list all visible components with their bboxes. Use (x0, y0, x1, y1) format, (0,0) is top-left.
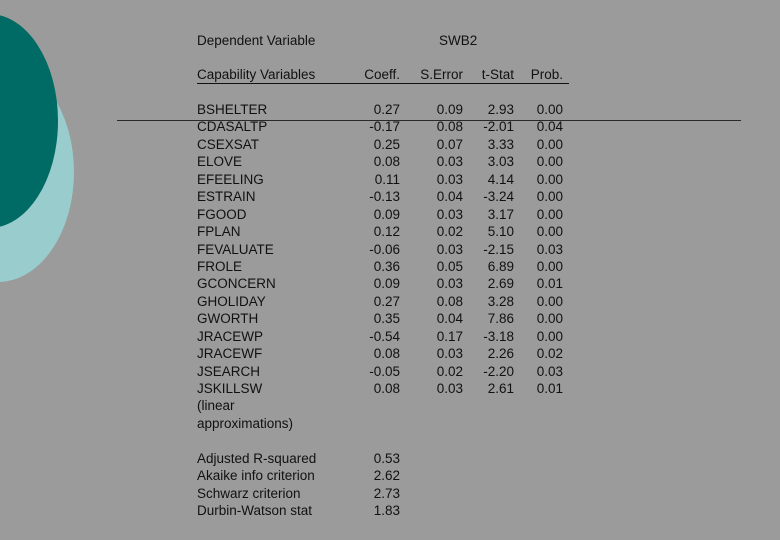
variable-name: ESTRAIN (197, 189, 256, 205)
prob-value: 0.02 (536, 346, 563, 362)
stat-row (0, 467, 780, 484)
stat-name: Durbin-Watson stat (197, 503, 313, 519)
table-row (0, 310, 780, 327)
prob-value: 0.00 (536, 258, 563, 274)
t-stat-value: 2.69 (487, 276, 514, 292)
variable-name: FGOOD (197, 206, 247, 222)
table-row (0, 275, 780, 292)
t-stat-value: -2.20 (483, 363, 514, 379)
t-stat-value: -2.15 (483, 241, 514, 257)
t-stat-value: 5.10 (487, 224, 514, 240)
t-stat-value: 6.89 (487, 258, 514, 274)
t-stat-value: 2.93 (487, 102, 514, 117)
table-row (0, 101, 780, 118)
stat-name: Akaike info criterion (197, 468, 315, 484)
coeff-value: 0.35 (373, 311, 400, 327)
table-row (0, 258, 780, 275)
t-stat-value: 3.03 (487, 154, 514, 170)
t-stat-value: 2.26 (487, 346, 514, 362)
std-error-value: 0.02 (436, 363, 463, 379)
coeff-value: 0.25 (373, 136, 400, 152)
variable-name: GWORTH (197, 311, 259, 327)
std-error-value: 0.05 (436, 258, 463, 274)
prob-value: 0.00 (536, 136, 563, 152)
prob-value: 0.01 (536, 381, 563, 396)
variable-name: (linear (197, 398, 235, 414)
stat-value: 0.53 (373, 451, 400, 466)
prob-value: 0.00 (536, 328, 563, 344)
variable-name: FPLAN (197, 224, 241, 240)
t-stat-value: 7.86 (487, 311, 514, 327)
t-stat-value: -3.18 (483, 328, 514, 344)
prob-value: 0.00 (536, 102, 563, 117)
prob-value: 0.00 (536, 154, 563, 170)
coeff-value: 0.27 (373, 102, 400, 117)
variable-name: JRACEWF (197, 346, 263, 362)
fit-statistics (0, 450, 780, 520)
std-error-value: 0.03 (436, 154, 463, 170)
t-stat-value: -3.24 (483, 189, 514, 205)
t-stat-value: 4.14 (487, 171, 514, 187)
variable-name: JRACEWP (197, 328, 264, 344)
table-row (0, 206, 780, 223)
variable-name: BSHELTER (197, 102, 268, 117)
coeff-value: -0.06 (369, 241, 400, 257)
variable-name: JSKILLSW (197, 381, 263, 396)
table-row (0, 328, 780, 345)
variable-name: GHOLIDAY (197, 293, 266, 309)
dependent-variable-label: Dependent Variable (197, 33, 316, 48)
coeff-value: 0.27 (373, 293, 400, 309)
stat-row (0, 485, 780, 502)
variable-name: FROLE (197, 258, 243, 274)
coeff-value: -0.13 (369, 189, 400, 205)
stat-value: 2.73 (373, 485, 400, 501)
coeff-value: 0.12 (373, 224, 400, 240)
coeff-value: 0.36 (373, 258, 400, 274)
std-error-value: 0.04 (436, 189, 463, 205)
dependent-variable-value: SWB2 (439, 33, 478, 48)
variable-name: CDASALTP (197, 119, 268, 135)
coeff-value: -0.54 (369, 328, 400, 344)
table-row (0, 118, 780, 135)
coeff-value: -0.17 (369, 119, 400, 135)
variable-name: ELOVE (197, 154, 243, 170)
t-stat-value: 3.17 (487, 206, 514, 222)
std-error-value: 0.04 (436, 311, 463, 327)
prob-value: 0.00 (536, 293, 563, 309)
std-error-value: 0.02 (436, 224, 463, 240)
prob-header: Prob. (530, 67, 563, 82)
table-row (0, 188, 780, 205)
table-row (0, 136, 780, 153)
table-row (0, 397, 780, 414)
coeff-value: 0.11 (374, 171, 400, 187)
prob-value: 0.04 (536, 119, 563, 135)
coeff-value: 0.09 (373, 206, 400, 222)
std-error-value: 0.08 (436, 293, 463, 309)
stat-value: 1.83 (373, 503, 400, 519)
header-underline (197, 83, 569, 84)
stat-value: 2.62 (373, 468, 400, 484)
prob-value: 0.03 (536, 363, 563, 379)
prob-value: 0.01 (536, 276, 563, 292)
prob-value: 0.03 (536, 241, 563, 257)
t-stat-value: -2.01 (483, 119, 514, 135)
std-error-value: 0.03 (436, 346, 463, 362)
std-error-value: 0.03 (436, 171, 463, 187)
std-error-value: 0.07 (436, 136, 463, 152)
table-row (0, 223, 780, 240)
table-row (0, 153, 780, 170)
variable-rows (0, 101, 780, 432)
capability-variables-header: Capability Variables (197, 67, 316, 82)
prob-value: 0.00 (536, 171, 563, 187)
coeff-value: 0.08 (373, 346, 400, 362)
table-row (0, 293, 780, 310)
table-row (0, 345, 780, 362)
coeff-header: Coeff. (364, 67, 400, 82)
variable-name: approximations) (197, 415, 294, 431)
coeff-value: -0.05 (369, 363, 400, 379)
std-error-header: S.Error (420, 67, 463, 82)
prob-value: 0.00 (536, 224, 563, 240)
coeff-value: 0.09 (373, 276, 400, 292)
coeff-value: 0.08 (373, 154, 400, 170)
std-error-value: 0.09 (436, 102, 463, 117)
prob-value: 0.00 (536, 189, 563, 205)
std-error-value: 0.03 (436, 241, 463, 257)
t-stat-value: 2.61 (487, 381, 514, 396)
variable-name: CSEXSAT (197, 136, 260, 152)
std-error-value: 0.03 (436, 206, 463, 222)
table-row (0, 171, 780, 188)
coeff-value: 0.08 (373, 381, 400, 396)
prob-value: 0.00 (536, 311, 563, 327)
t-stat-header: t-Stat (481, 67, 514, 82)
stat-row (0, 450, 780, 467)
stat-name: Schwarz criterion (197, 485, 301, 501)
std-error-value: 0.08 (436, 119, 463, 135)
t-stat-value: 3.28 (487, 293, 514, 309)
variable-name: FEVALUATE (197, 241, 274, 257)
prob-value: 0.00 (536, 206, 563, 222)
table-row (0, 241, 780, 258)
table-row (0, 415, 780, 432)
table-row (0, 363, 780, 380)
t-stat-value: 3.33 (487, 136, 514, 152)
table-row (0, 380, 780, 397)
stat-row (0, 502, 780, 519)
std-error-value: 0.17 (436, 328, 463, 344)
std-error-value: 0.03 (436, 276, 463, 292)
std-error-value: 0.03 (436, 381, 463, 396)
variable-name: GCONCERN (197, 276, 276, 292)
variable-name: JSEARCH (197, 363, 261, 379)
variable-name: EFEELING (197, 171, 264, 187)
stat-name: Adjusted R-squared (197, 451, 317, 466)
